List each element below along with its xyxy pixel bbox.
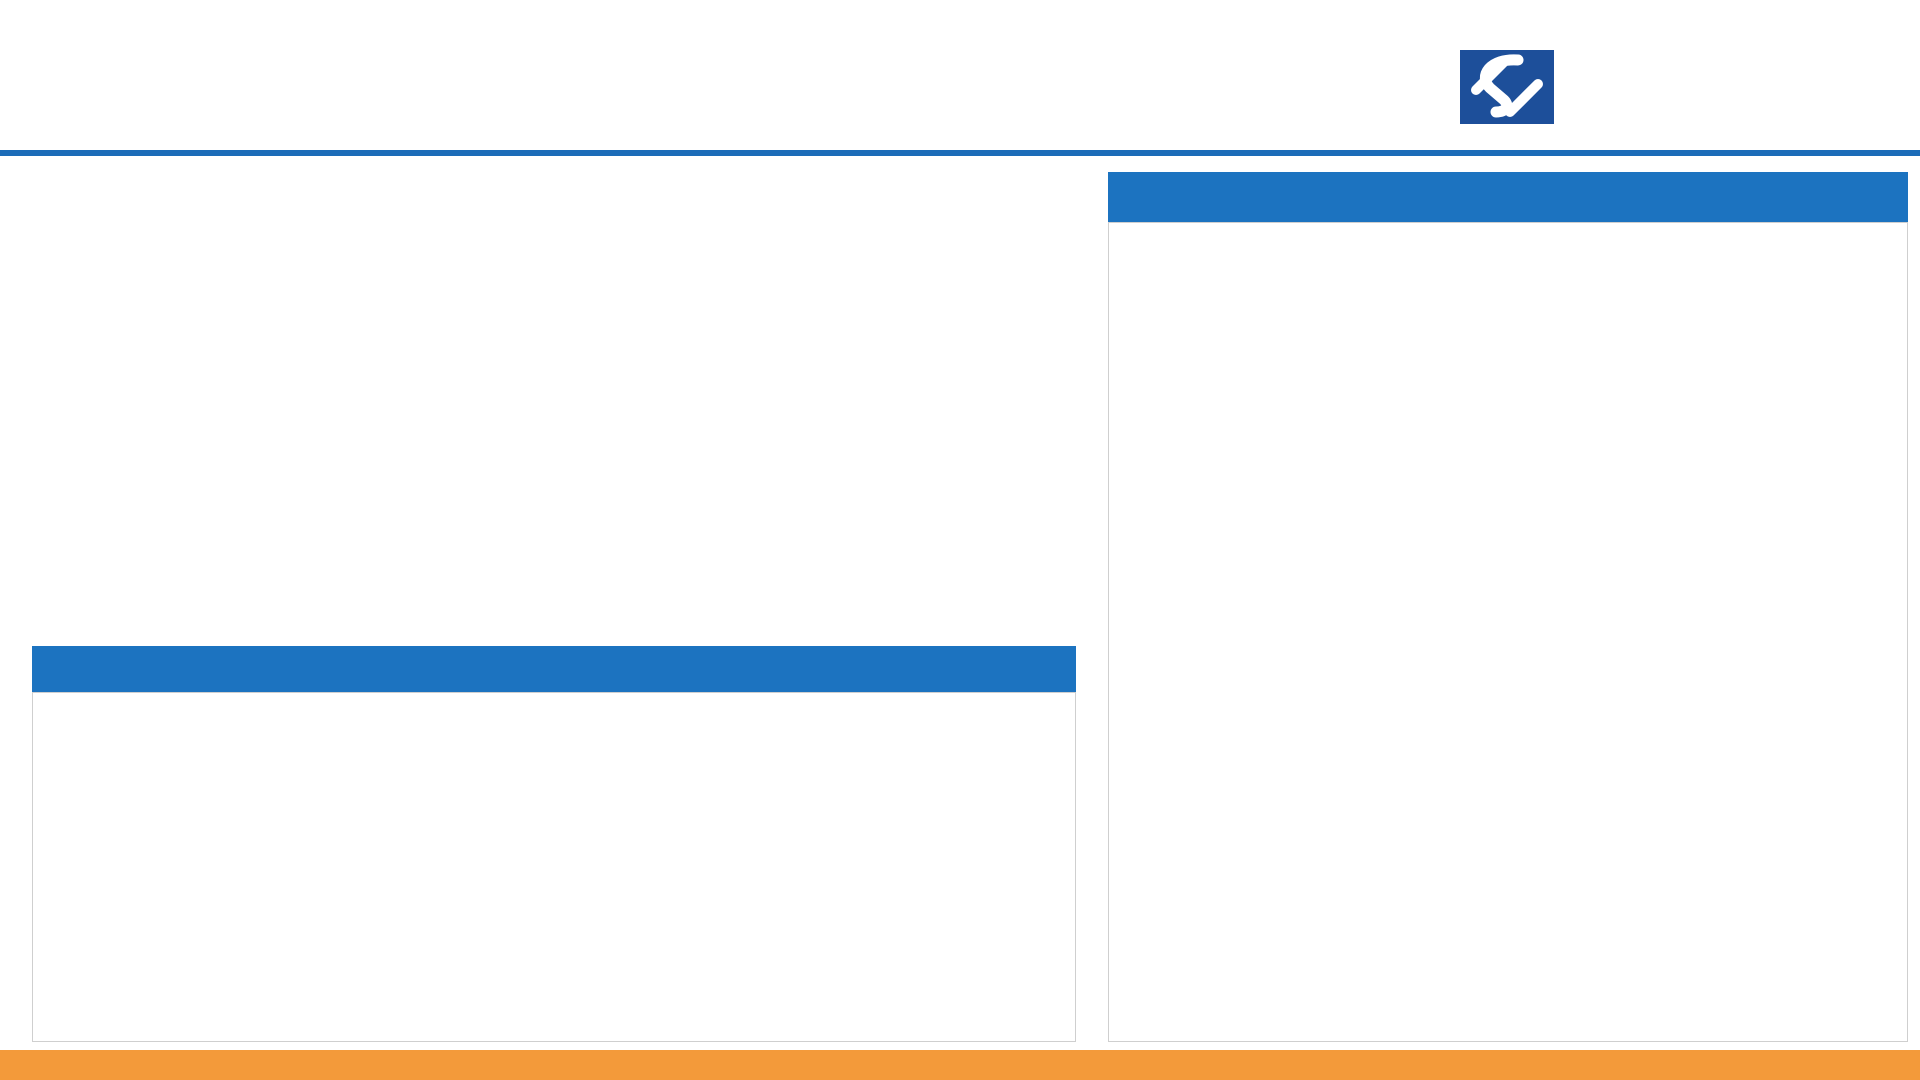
footer-bar	[0, 1050, 1920, 1080]
top20-bar-chart	[1108, 222, 1908, 1042]
header-divider	[0, 150, 1920, 156]
company-logo	[1460, 48, 1800, 126]
donut-charts	[32, 692, 1076, 1042]
left-section-title	[32, 646, 1076, 692]
logo-mark-icon	[1460, 50, 1554, 124]
right-section-title	[1108, 172, 1908, 222]
